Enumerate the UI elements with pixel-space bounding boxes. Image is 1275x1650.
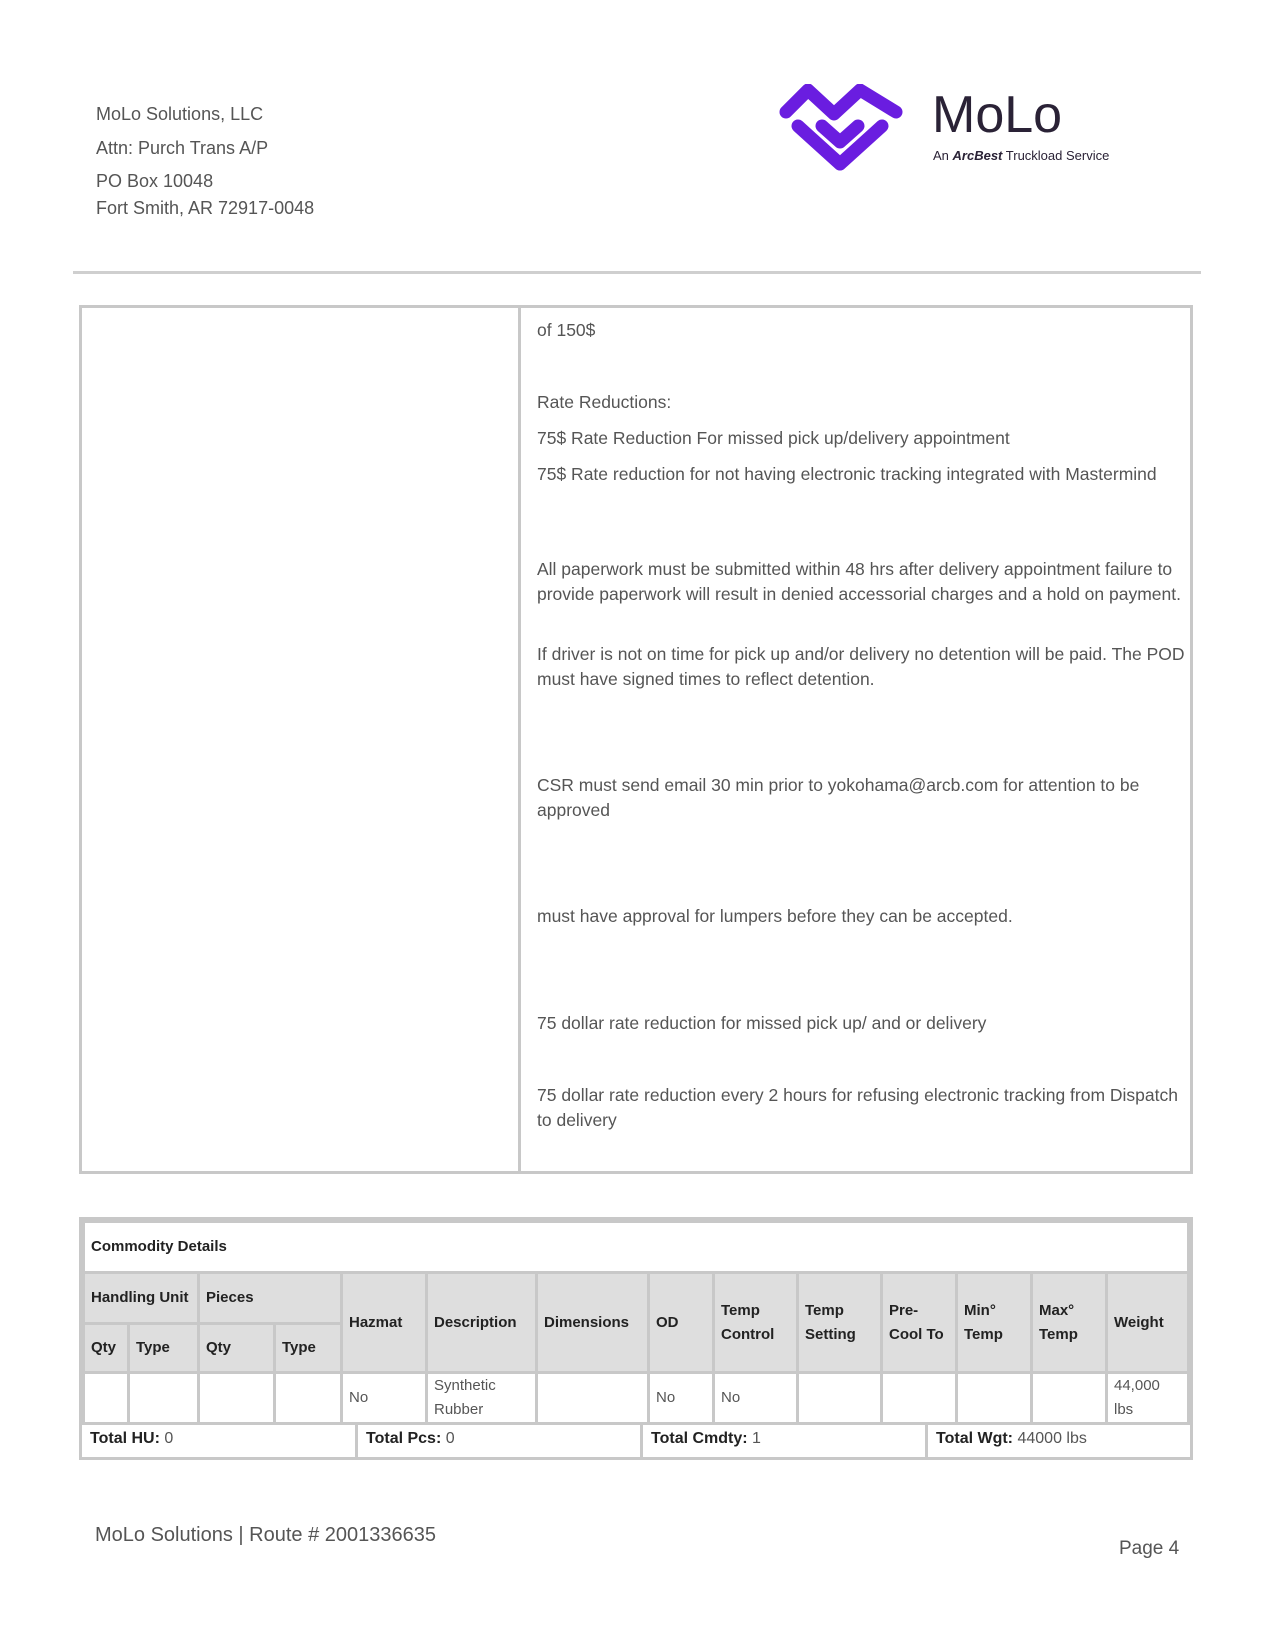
table-row	[84, 1373, 1189, 1424]
note-text: 75 dollar rate reduction for missed pick up/ and or delivery	[537, 1013, 987, 1033]
note-text: 75$ Rate reduction for not having electronic tracking integrated with Mastermind	[537, 464, 1157, 484]
address-line: Attn: Purch Trans A/P	[96, 138, 269, 158]
header-pc-type: Type	[275, 1324, 342, 1373]
cell-hu-qty	[84, 1373, 129, 1424]
cell-hu-type	[129, 1373, 199, 1424]
cell-min-temp	[957, 1373, 1032, 1424]
header-dimensions: Dimensions	[537, 1273, 649, 1373]
logo-tagline-suffix: Truckload Service	[1005, 148, 1110, 163]
header-od: OD	[649, 1273, 714, 1373]
cell-temp-control: No	[714, 1373, 798, 1424]
note-text: 75 dollar rate reduction every 2 hours for refusing electronic tracking from Dispatch to delivery	[537, 1085, 1178, 1130]
header-pc-qty: Qty	[199, 1324, 275, 1373]
molo-logo	[778, 84, 1158, 176]
header-hazmat: Hazmat	[342, 1273, 427, 1373]
cell-hazmat: No	[342, 1373, 427, 1424]
note-text: 75$ Rate Reduction For missed pick up/delivery appointment	[537, 428, 1010, 448]
cell-temp-setting	[798, 1373, 882, 1424]
cell-pc-qty	[199, 1373, 275, 1424]
cell-pre-cool	[882, 1373, 957, 1424]
notes-table	[79, 305, 1193, 1174]
logo-tagline-brand: ArcBest	[952, 148, 1003, 163]
note-text: Rate Reductions:	[537, 392, 672, 412]
page-number: Page 4	[1119, 1538, 1180, 1559]
cell-pc-type	[275, 1373, 342, 1424]
address-line: PO Box 10048	[96, 171, 214, 191]
note-text: If driver is not on time for pick up and/or delivery no detention will be paid. The POD must have signed times to reflect detention.	[537, 644, 1185, 689]
logo-brand-text: MoLo	[932, 86, 1063, 144]
header-temp-setting: Temp Setting	[798, 1273, 882, 1373]
total-wgt: Total Wgt: 44000 lbs	[936, 1430, 1087, 1447]
address-line: MoLo Solutions, LLC	[96, 104, 264, 124]
commodity-title: Commodity Details	[84, 1222, 1189, 1273]
header-weight: Weight	[1107, 1273, 1189, 1373]
note-text: must have approval for lumpers before they can be accepted.	[537, 906, 1013, 926]
header-hu-qty: Qty	[84, 1324, 129, 1373]
note-text: All paperwork must be submitted within 48 hrs after delivery appointment failure to provide paperwork will result in denied accessorial charges and a hold on payment.	[537, 559, 1181, 604]
header-description: Description	[427, 1273, 537, 1373]
header-min-temp: Min° Temp	[957, 1273, 1032, 1373]
footer-route: MoLo Solutions | Route # 2001336635	[95, 1524, 437, 1546]
cell-description: Synthetic Rubber	[427, 1373, 537, 1424]
cell-weight: 44,000 lbs	[1107, 1373, 1189, 1424]
header-divider	[73, 271, 1201, 274]
billing-address	[96, 103, 314, 219]
note-text: of 150$	[537, 320, 596, 340]
svg-text:An ArcBest Truckload S	[933, 148, 1109, 163]
column-divider	[518, 308, 521, 1171]
total-pcs: Total Pcs: 0	[358, 1425, 643, 1457]
logo-tagline-prefix: An	[933, 148, 949, 163]
cell-od: No	[649, 1373, 714, 1424]
header-hu-type: Type	[129, 1324, 199, 1373]
note-text: CSR must send email 30 min prior to yokohama@arcb.com for attention to be approved	[537, 775, 1140, 820]
totals-row	[82, 1425, 1190, 1457]
commodity-details-table	[79, 1217, 1193, 1460]
header-pre-cool: Pre-Cool To	[882, 1273, 957, 1373]
cell-dimensions	[537, 1373, 649, 1424]
address-line: Fort Smith, AR 72917-0048	[96, 198, 315, 218]
total-cmdty: Total Cmdty: 1	[643, 1425, 928, 1457]
header-max-temp: Max° Temp	[1032, 1273, 1107, 1373]
header-pieces: Pieces	[199, 1273, 342, 1324]
total-hu: Total HU: 0	[82, 1425, 358, 1457]
header-temp-control: Temp Control	[714, 1273, 798, 1373]
cell-max-temp	[1032, 1373, 1107, 1424]
header-handling-unit: Handling Unit	[84, 1273, 199, 1324]
